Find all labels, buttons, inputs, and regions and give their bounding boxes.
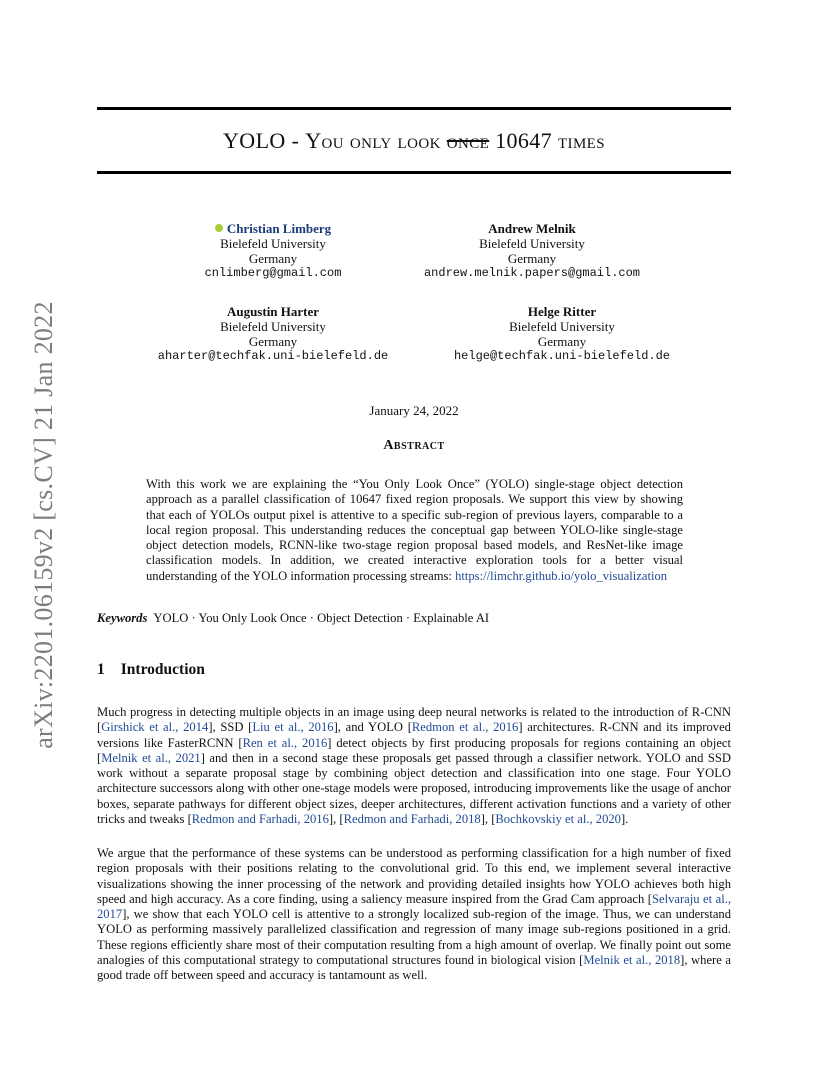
abstract-url-link[interactable]: https://limchr.github.io/yolo_visualization <box>455 568 668 583</box>
author-affiliation: Bielefeld University <box>220 236 326 251</box>
section-heading <box>97 661 205 679</box>
author-block <box>160 221 386 281</box>
title-rule-bottom <box>97 171 731 174</box>
intro-paragraph: We argue that the performance of these systems can be understood as performing classification for a high number of fixed region proposals with their positions relating to the convolutional grid. To this end, we implement several interactive visualizations showing the inner processing of the network and providing detailed insights how YOLO achieves both high speed and high accuracy. As a core finding, using a saliency measure inspired from the Grad Cam approach [Selvaraju et al., 2017], we show that each YOLO cell is attentive to a strongly localized sub-region of the image. Thus, we can understand YOLO as performing massively parallelized classification and regression of many image sub-regions positioned in a grid. These regions efficiently share most of their computation resulting from a high amount of overlap. We finally point out some analogies of this computational strategy to computational structures found in biological vision [Melnik et al., 2018], where a good trade off between speed and accuracy is tantamount as well. <box>97 846 731 983</box>
author-block <box>155 304 391 364</box>
intro-paragraph: Much progress in detecting multiple objects in an image using deep neural networks is related to the introduction of R-CNN [Girshick et al., 2014], SSD [Liu et al., 2016], and YOLO [Redmon et al., 2016] architectures. R-CNN and its improved versions like FasterRCNN [Ren et al., 2016] detect objects by first producing proposals for regions containing an object [Melnik et al., 2021] and then in a second stage these proposals get passed through a classifier network. YOLO and SSD work without a separate proposal stage by combining object detection and classification into one stage. Four YOLO architecture successors along with other one-stage models were proposed, introducing improvements like the usage of anchor boxes, separate pathways for different object sizes, deeper architectures, different activation functions and a variety of other tricks and tweaks [Redmon and Farhadi, 2016], [Redmon and Farhadi, 2018], [Bochkovskiy et al., 2020]. <box>97 705 731 827</box>
author-email: aharter@techfak.uni-bielefeld.de <box>157 349 389 363</box>
abstract-heading: Abstract <box>383 438 445 453</box>
author-name[interactable]: Christian Limberg <box>160 221 386 236</box>
abstract-text: With this work we are explaining the “You Only Look Once” (YOLO) single-stage object detection approach as a parallel classification of 10647 fixed region proposals. We support this view by showing that each of YOLOs output pixel is attentive to a specific sub-region of previous layers, comparable to a local region proposal. This understanding reduces the conceptual gap between YOLO-like single-stage object detection models, RCNN-like two-stage region proposal based models, and ResNet-like image classification models. In addition, we created interactive exploration tools for a better visual understanding of the YOLO information processing streams: <box>146 477 683 583</box>
keywords-label: Keywords <box>97 611 148 625</box>
author-email: cnlimberg@gmail.com <box>204 266 342 280</box>
author-country: Germany <box>248 334 298 349</box>
arxiv-sidebar <box>24 290 64 760</box>
title-times: times <box>557 128 605 153</box>
title-yolo: YOLO - <box>223 128 306 153</box>
author-affiliation: Bielefeld University <box>220 319 326 334</box>
citation-link[interactable]: Redmon and Farhadi, 2018 <box>343 812 481 827</box>
arxiv-identifier: arXiv:2201.06159v2 [cs.CV] 21 Jan 2022 <box>29 301 58 749</box>
keywords-line <box>97 611 731 626</box>
section-number: 1 <box>97 661 105 678</box>
citation-link[interactable]: Melnik et al., 2018 <box>583 953 681 968</box>
author-block <box>446 304 678 364</box>
author-name: Helge Ritter <box>527 304 597 319</box>
abstract-body <box>146 477 683 584</box>
author-name: Andrew Melnik <box>488 221 576 236</box>
orcid-icon[interactable] <box>215 224 223 232</box>
section-title: Introduction <box>120 661 205 678</box>
citation-link[interactable]: Melnik et al., 2021 <box>101 750 201 765</box>
author-country: Germany <box>248 251 298 266</box>
citation-link[interactable]: Selvaraju et al., 2017 <box>97 891 731 922</box>
author-name: Augustin Harter <box>226 304 320 319</box>
title-struck-once: once <box>446 128 490 153</box>
paper-title <box>97 128 731 154</box>
author-affiliation: Bielefeld University <box>509 319 615 334</box>
author-email: andrew.melnik.papers@gmail.com <box>423 266 641 280</box>
citation-link[interactable]: Bochkovskiy et al., 2020 <box>495 812 621 827</box>
title-count: 10647 <box>489 128 558 153</box>
paper-date: January 24, 2022 <box>369 403 459 418</box>
title-rule-top <box>97 107 731 110</box>
title-you-only-look: You only look <box>305 128 447 153</box>
citation-link[interactable]: Liu et al., 2016 <box>252 720 334 735</box>
author-affiliation: Bielefeld University <box>479 236 585 251</box>
citation-link[interactable]: Ren et al., 2016 <box>242 735 328 750</box>
author-block <box>420 221 644 281</box>
author-country: Germany <box>537 334 587 349</box>
author-email: helge@techfak.uni-bielefeld.de <box>453 349 671 363</box>
citation-link[interactable]: Redmon and Farhadi, 2016 <box>191 812 329 827</box>
citation-link[interactable]: Girshick et al., 2014 <box>101 720 209 735</box>
citation-link[interactable]: Redmon et al., 2016 <box>411 720 519 735</box>
keywords-text: YOLO · You Only Look Once · Object Detection · Explainable AI <box>153 611 490 625</box>
author-country: Germany <box>507 251 557 266</box>
